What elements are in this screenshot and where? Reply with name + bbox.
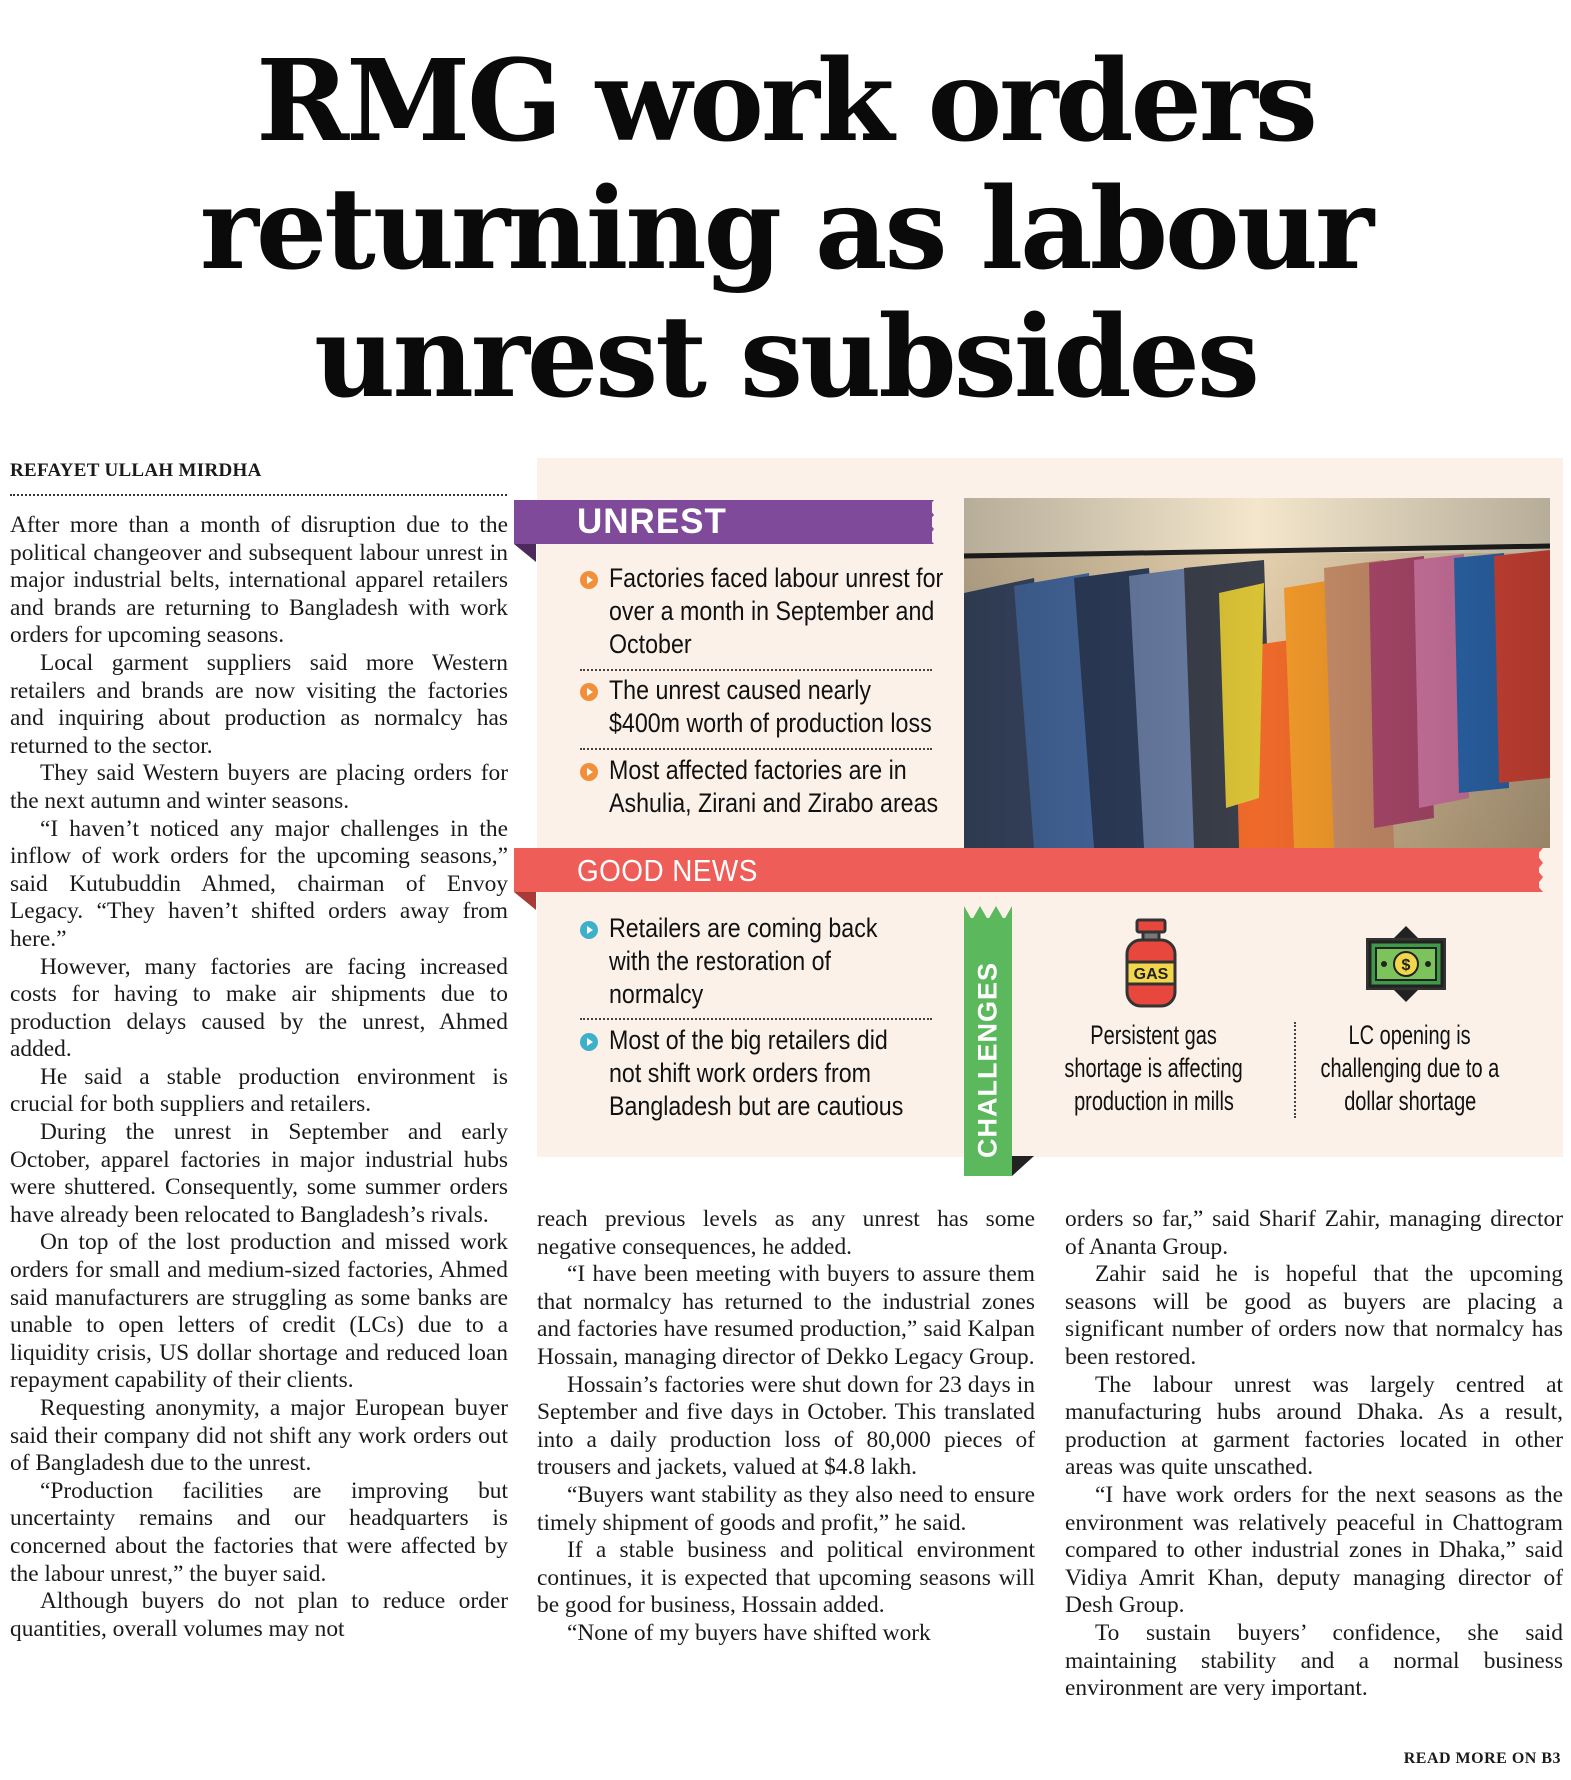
paragraph: He said a stable production environment is crucial for both suppliers and retailers. (10, 1063, 508, 1118)
gas-cylinder-icon (1123, 918, 1179, 1010)
bullet-icon (580, 683, 598, 701)
headline-line: RMG work orders (256, 36, 1315, 167)
svg-text:$: $ (1401, 957, 1411, 974)
unrest-point: Factories faced labour unrest for over a month in September and October (609, 563, 944, 659)
banner-zigzag (924, 500, 942, 544)
article-column-2 (537, 1206, 1035, 1648)
paragraph: However, many factories are facing increased costs for having to make air shipments due to production delays caused by the unrest, Ahmed added. (10, 953, 508, 1063)
bullet-icon (580, 571, 598, 589)
ribbon-fold (1012, 1156, 1034, 1176)
banner-zigzag (1533, 848, 1551, 892)
challenge-lc: LC opening is challenging due to a dollar shortage (1320, 1020, 1500, 1116)
unrest-point: The unrest caused nearly $400m worth of production loss (609, 675, 932, 738)
paragraph: To sustain buyers’ confidence, she said maintaining stability and a normal business environment are very important. (1065, 1619, 1563, 1702)
bullet-icon (580, 1033, 598, 1051)
paragraph: Local garment suppliers said more Western retailers and brands are now visiting the factories and inquiring about production as normalcy has returned to the sector. (10, 649, 508, 759)
paragraph: The labour unrest was largely centred at manufacturing hubs around Dhaka. As a result, production at garment factories located in other areas was quite unscathed. (1065, 1371, 1563, 1481)
paragraph: “I haven’t noticed any major challenges in the inflow of work orders for the upcoming seasons,” said Kutubuddin Ahmed, chairman of Envoy Legacy. “They haven’t shifted orders away from here.” (10, 815, 508, 952)
bullet-icon (580, 763, 598, 781)
good-news-title: GOOD NEWS (577, 853, 758, 888)
jackets-photo (964, 498, 1550, 848)
good-news-banner (514, 848, 1539, 892)
headline-line: unrest subsides (314, 292, 1257, 423)
paragraph: They said Western buyers are placing orders for the next autumn and winter seasons. (10, 760, 508, 814)
good-news-point: Most of the big retailers did not shift work orders from Bangladesh but are cautious (609, 1025, 904, 1121)
paragraph: After more than a month of disruption due to the political changeover and subsequent labour unrest in major industrial belts, international apparel retailers and brands are returning to Bangladesh with work orders for upcoming seasons. (10, 512, 508, 649)
byline-divider (10, 494, 507, 496)
divider (580, 748, 932, 750)
paragraph: reach previous levels as any unrest has some negative consequences, he added. (537, 1206, 1035, 1260)
read-more-link[interactable]: READ MORE ON B3 (1403, 1750, 1561, 1767)
bullet-icon (580, 921, 598, 939)
paragraph: “I have work orders for the next seasons as the environment was relatively peaceful in Chattogram compared to other industrial zones in Dhaka,” said Vidiya Amrit Khan, deputy managing director of Desh Group. (1065, 1481, 1563, 1619)
challenge-gas: Persistent gas shortage is affecting production in mills (1064, 1020, 1244, 1116)
paragraph: Requesting anonymity, a major European buyer said their company did not shift any work orders out of Bangladesh due to the unrest. (10, 1395, 508, 1477)
paragraph: “Buyers want stability as they also need to ensure timely shipment of goods and profit,” he said. (537, 1481, 1035, 1536)
banner-fold (514, 544, 536, 562)
unrest-point: Most affected factories are in Ashulia, Zirani and Zirabo areas (609, 755, 939, 818)
paragraph: On top of the lost production and missed work orders for small and medium-sized factories, Ahmed said manufacturers are struggling as some banks are unable to open letters of credit (LCs) due to a liquidity crisis, US dollar shortage and reduced loan repayment capability of their clients. (10, 1229, 508, 1394)
gas-icon-label: GAS (1133, 966, 1169, 983)
dollar-bill-icon (1358, 922, 1454, 1006)
good-news-point: Retailers are coming back with the restoration of normalcy (609, 913, 878, 1009)
headline (0, 38, 1571, 422)
divider (580, 669, 932, 671)
paragraph: “I have been meeting with buyers to assure them that normalcy has returned to the industrial zones and factories have resumed production,” said Kalpan Hossain, managing director of Dekko Legacy Group. (537, 1261, 1035, 1370)
paragraph: Hossain’s factories were shut down for 23 days in September and five days in October. This translated into a daily production loss of 80,000 pieces of trousers and jackets, valued at $4.8 lakh. (537, 1371, 1035, 1481)
unrest-banner (514, 500, 932, 544)
banner-fold (514, 892, 536, 910)
challenges-label: CHALLENGES (972, 961, 1003, 1159)
headline-line: returning as labour (199, 164, 1372, 295)
paragraph: During the unrest in September and early October, apparel factories in major industrial hubs were shuttered. Consequently, some summer orders have already been relocated to Bangladesh’s rivals. (10, 1119, 508, 1228)
article-column-3 (1065, 1206, 1563, 1703)
paragraph: “None of my buyers have shifted work (567, 1619, 931, 1646)
unrest-title: UNREST (577, 502, 727, 541)
article-column-1 (10, 512, 508, 1643)
paragraph: “Production facilities are improving but uncertainty remains and our headquarters is concerned about the factories that were affected by the labour unrest,” the buyer said. (10, 1477, 508, 1587)
paragraph: Although buyers do not plan to reduce order quantities, overall volumes may not (10, 1588, 508, 1642)
paragraph: orders so far,” said Sharif Zahir, managing director of Ananta Group. (1065, 1206, 1563, 1260)
divider (580, 1018, 932, 1020)
paragraph: If a stable business and political environment continues, it is expected that upcoming seasons will be good for business, Hossain added. (537, 1537, 1035, 1619)
byline: REFAYET ULLAH MIRDHA (10, 460, 262, 481)
paragraph: Zahir said he is hopeful that the upcoming seasons will be good as buyers are placing a significant number of orders now that normalcy has been restored. (1065, 1261, 1563, 1370)
